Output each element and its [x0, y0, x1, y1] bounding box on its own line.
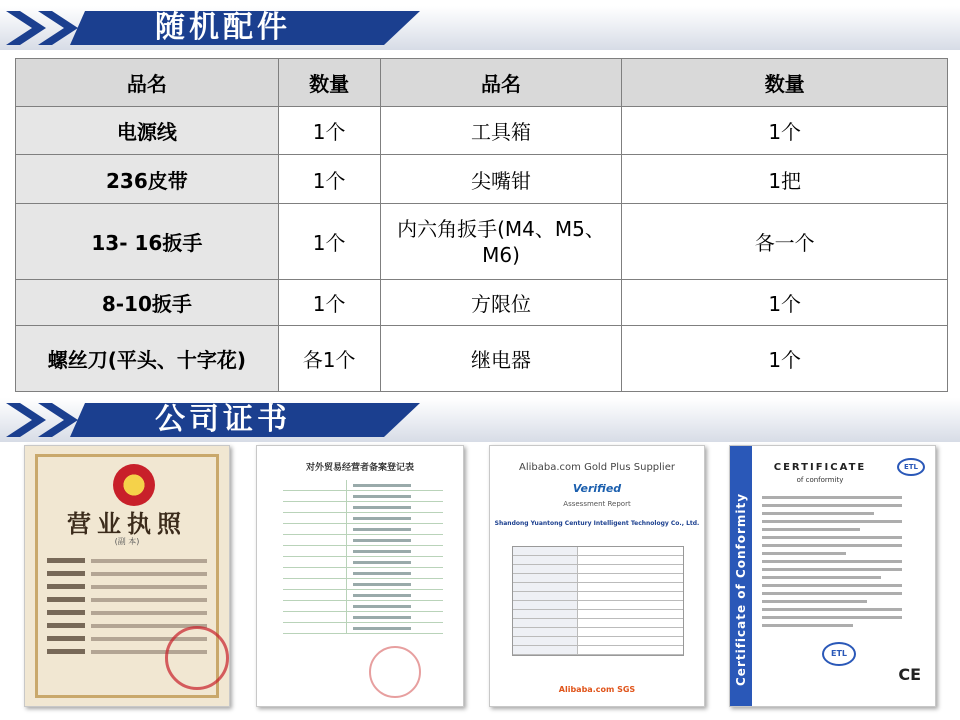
item-name: 236皮带 [16, 155, 279, 204]
official-seal-icon [369, 646, 421, 698]
alibaba-report-image [489, 445, 705, 707]
item-quantity: 1把 [622, 155, 948, 204]
accessories-banner [0, 6, 960, 50]
registration-title: 对外贸易经营者备案登记表 [305, 463, 414, 473]
table-row [16, 326, 948, 392]
ce-mark-icon: CE [898, 665, 921, 684]
certificate-subtitle: of conformity [796, 476, 844, 484]
item-quantity: 各一个 [622, 204, 948, 280]
item-quantity: 1个 [622, 107, 948, 155]
item-name: 13- 16扳手 [16, 204, 279, 280]
accessories-table [15, 58, 948, 392]
certificate-side-text: Certificate of Conformity [734, 492, 748, 686]
etl-seal-icon: ETL [822, 642, 856, 666]
ce-certificate-image [729, 445, 936, 707]
item-quantity: 1个 [622, 326, 948, 392]
item-name: 内六角扳手(M4、M5、M6) [380, 204, 622, 280]
column-header: 数量 [278, 59, 380, 107]
section-title: 随机配件 [155, 10, 291, 45]
certificates-banner [0, 398, 960, 442]
table-row [16, 280, 948, 326]
item-quantity: 1个 [278, 107, 380, 155]
item-quantity: 1个 [278, 155, 380, 204]
item-name: 方限位 [380, 280, 622, 326]
item-name: 螺丝刀(平头、十字花) [16, 326, 279, 392]
national-emblem-icon [113, 464, 155, 506]
item-quantity: 1个 [278, 280, 380, 326]
business-license-image [24, 445, 230, 707]
table-row [16, 204, 948, 280]
item-name: 工具箱 [380, 107, 622, 155]
column-header: 数量 [622, 59, 948, 107]
license-subtitle: (副 本) [114, 537, 140, 546]
verified-badge: Verified [572, 482, 622, 495]
alibaba-brand: Alibaba.com Gold Plus Supplier [519, 462, 675, 473]
column-header: 品名 [380, 59, 622, 107]
section-title: 公司证书 [155, 402, 291, 437]
item-name: 尖嘴钳 [380, 155, 622, 204]
item-quantity: 各1个 [278, 326, 380, 392]
item-name: 继电器 [380, 326, 622, 392]
etl-logo-icon: ETL [897, 458, 925, 476]
item-name: 电源线 [16, 107, 279, 155]
table-header-row [16, 59, 948, 107]
official-seal-icon [165, 626, 229, 690]
license-title: 营业执照 [67, 509, 187, 538]
column-header: 品名 [16, 59, 279, 107]
report-footer-logos: Alibaba.com SGS [558, 685, 636, 694]
trade-registration-image [256, 445, 464, 707]
table-row [16, 155, 948, 204]
certificate-title: CERTIFICATE [773, 462, 867, 473]
item-name: 8-10扳手 [16, 280, 279, 326]
company-name: Shandong Yuantong Century Intelligent Technology Co., Ltd. [494, 520, 700, 527]
item-quantity: 1个 [622, 280, 948, 326]
report-title: Assessment Report [563, 500, 631, 508]
table-row [16, 107, 948, 155]
item-quantity: 1个 [278, 204, 380, 280]
